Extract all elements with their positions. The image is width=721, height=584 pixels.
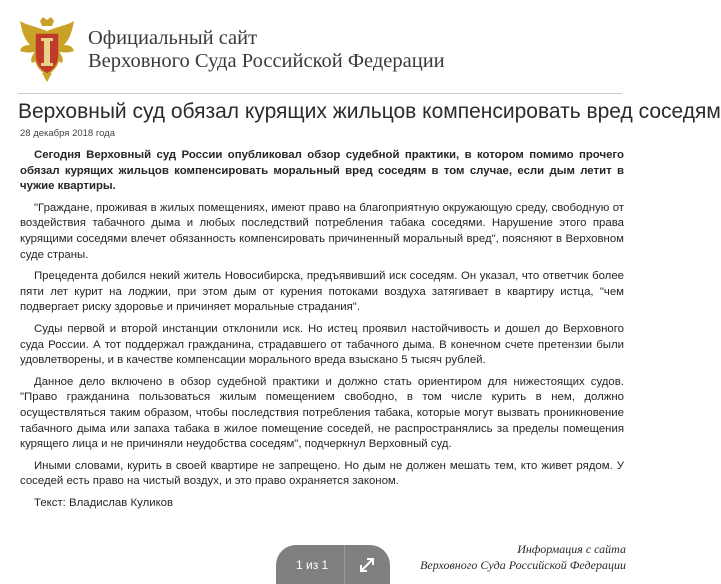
article-paragraph: "Граждане, проживая в жилых помещениях, имеют право на благоприятную окружающую среду, свободную от воздействия табачного дыма и любых последствий потребления табака соседями. Нарушение этого права курящими соседями влечет обязанность компенсировать причиненный моральный вред", поясняют в Верховном суде страны. [20,201,624,261]
site-title-line1: Официальный сайт [88,27,258,49]
source-info-line1: Информация с сайта [517,542,626,556]
header-divider [18,93,622,94]
expand-button[interactable] [345,545,389,584]
source-info-line2: Верховного Суда Российской Федерации [420,558,626,572]
article-paragraph: Прецедента добился некий житель Новосибирска, предъявивший иск соседям. Он указал, что ответчик более пяти лет курит на лоджии, при этом дым от курения потоками воздуха затягивает в квартиру истца, "чем подвергает риску здоровье и причиняет моральные страдания". [20,270,624,314]
source-info [420,541,626,573]
image-pager [276,545,390,584]
article-paragraph: Данное дело включено в обзор судебной практики и должно стать ориентиром для нижестоящих судов. "Право гражданина пользоваться жилым помещением свободно, в том числе курить в нем, должно осуществляться таким образом, чтобы последствия потребления табака, которые могут вызвать проникновение табачного дыма или запаха табака в жилое помещение соседей, не распространялись за пределы помещения курящего лица и не причиняли неудобства соседям", подчеркнул Верховный суд. [20,375,624,451]
article-author: Текст: Владислав Куликов [34,496,174,509]
article-paragraph: Иными словами, курить в своей квартире не запрещено. Но дым не должен мешать тем, кто живет рядом. У соседей есть право на чистый воздух, и это право охраняется законом. [20,459,624,488]
expand-arrows-icon [358,556,376,574]
site-title-line2: Верховного Суда Российской Федерации [88,50,445,72]
article-body [20,148,624,517]
pager-count: 1 из 1 [296,557,329,572]
court-emblem-icon [18,17,76,83]
site-title [88,27,445,73]
article-title: Верховный суд обязал курящих жильцов компенсировать вред соседям [18,100,721,123]
article-date: 28 декабря 2018 года [20,128,116,139]
article-lead-paragraph: Сегодня Верховный суд России опубликовал обзор судебной практики, в котором помимо прочего обязал курящих жильцов компенсировать моральный вред соседям в том случае, если дым летит в чужие квартиры. [20,149,624,193]
article-paragraph: Суды первой и второй инстанции отклонили иск. Но истец проявил настойчивость и дошел до Верховного суда России. А тот поддержал гражданина, страдавшего от табачного дыма. В конечном счете претензии были удовлетворены, и в качестве компенсации морального вреда взыскано 5 тысяч рублей. [20,322,624,367]
site-header [18,14,622,86]
